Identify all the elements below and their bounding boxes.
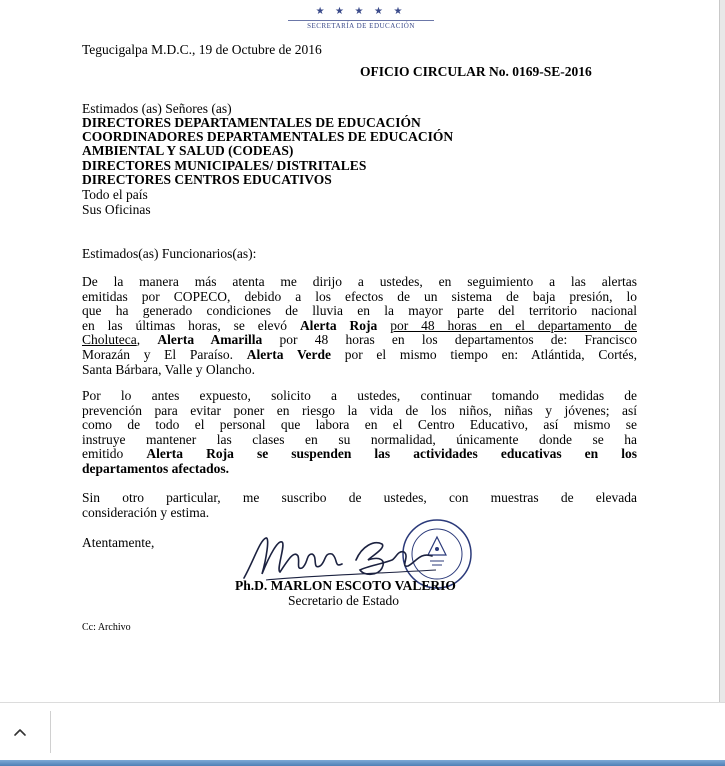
paragraph-line: emitidas por COPECO, debido a los efectos de un sistema de baja presión, lo	[82, 288, 637, 304]
stars-emblem: ★ ★ ★ ★ ★	[315, 6, 407, 17]
recipient-line: COORDINADORES DEPARTAMENTALES DE EDUCACIÓN	[82, 129, 454, 144]
scrollbar-track[interactable]	[719, 0, 725, 702]
recipient-line: DIRECTORES DEPARTAMENTALES DE EDUCACIÓN	[82, 115, 421, 130]
green-alert-label: Alerta Verde	[246, 346, 331, 362]
recipient-line: AMBIENTAL Y SALUD (CODEAS)	[82, 143, 294, 158]
paragraph-line: Por lo antes expuesto, solicito a ustedes, continuar tomando medidas de	[82, 388, 637, 403]
paragraph-closing	[82, 491, 637, 520]
taskbar-strip	[0, 760, 725, 766]
logo-divider	[288, 20, 434, 21]
recipient-line: DIRECTORES CENTROS EDUCATIVOS	[82, 172, 332, 187]
closing: Atentamente,	[82, 535, 155, 550]
paragraph-line: Morazán y El Paraíso. Alerta Verde por el mismo tiempo en: Atlántida, Cortés,	[82, 346, 638, 362]
paragraph-line: Choluteca, Alerta Amarilla por 48 horas en los departamentos de: Francisco	[82, 332, 638, 348]
greeting: Estimados(as) Funcionarios(as):	[82, 246, 257, 261]
paragraph-line: instruye mantener las clases en su normalidad, únicamente donde se ha	[82, 431, 637, 447]
toolbar-divider	[50, 711, 51, 753]
signer-name: Ph.D. MARLON ESCOTO VALERIO	[235, 578, 456, 593]
paragraph-line: que ha generado condiciones de lluvia en la mayor parte del territorio nacional	[82, 303, 637, 319]
paragraph-line: como de todo el personal que labora en el Centro Educativo, así mismo se	[82, 417, 637, 433]
paragraph-line: prevención para evitar poner en riesgo la vida de los niños, niñas y jóvenes; así	[82, 402, 637, 418]
paragraph-line: Sin otro particular, me suscribo de ustedes, con muestras de elevada	[82, 490, 637, 505]
letterhead-logo	[288, 6, 434, 36]
institution-name: SECRETARÍA DE EDUCACIÓN	[307, 22, 415, 30]
paragraph-line: De la manera más atenta me dirijo a ustedes, en seguimiento a las alertas	[82, 274, 637, 289]
recipient-line: DIRECTORES MUNICIPALES/ DISTRITALES	[82, 158, 367, 173]
red-alert-label: Alerta Roja	[299, 317, 378, 333]
paragraph-line: emitido Alerta Roja se suspenden las actividades educativas en los	[82, 446, 637, 462]
viewer-bottom-bar	[0, 702, 725, 761]
cc-note: Cc: Archivo	[82, 622, 131, 633]
paragraph-line: consideración y estima.	[82, 504, 210, 520]
place-date: Tegucigalpa M.D.C., 19 de Octubre de 2016	[82, 42, 322, 57]
yellow-alert-label: Alerta Amarilla	[157, 332, 263, 348]
scope-offices: Sus Oficinas	[82, 202, 151, 217]
signer-title: Secretario de Estado	[288, 593, 399, 608]
salutation: Estimados (as) Señores (as)	[82, 101, 232, 116]
scope-country: Todo el país	[82, 187, 148, 202]
paragraph-line: Santa Bárbara, Valle y Olancho.	[82, 361, 255, 377]
paragraph-line: departamentos afectados.	[82, 460, 229, 476]
paragraph-instructions	[82, 389, 637, 477]
paragraph-line: en las últimas horas, se elevó Alerta Roja por 48 horas en el departamento de	[82, 317, 637, 333]
reference-number: OFICIO CIRCULAR No. 0169-SE-2016	[360, 64, 592, 79]
paragraph-alerts	[82, 275, 637, 377]
chevron-up-icon[interactable]	[8, 720, 32, 744]
